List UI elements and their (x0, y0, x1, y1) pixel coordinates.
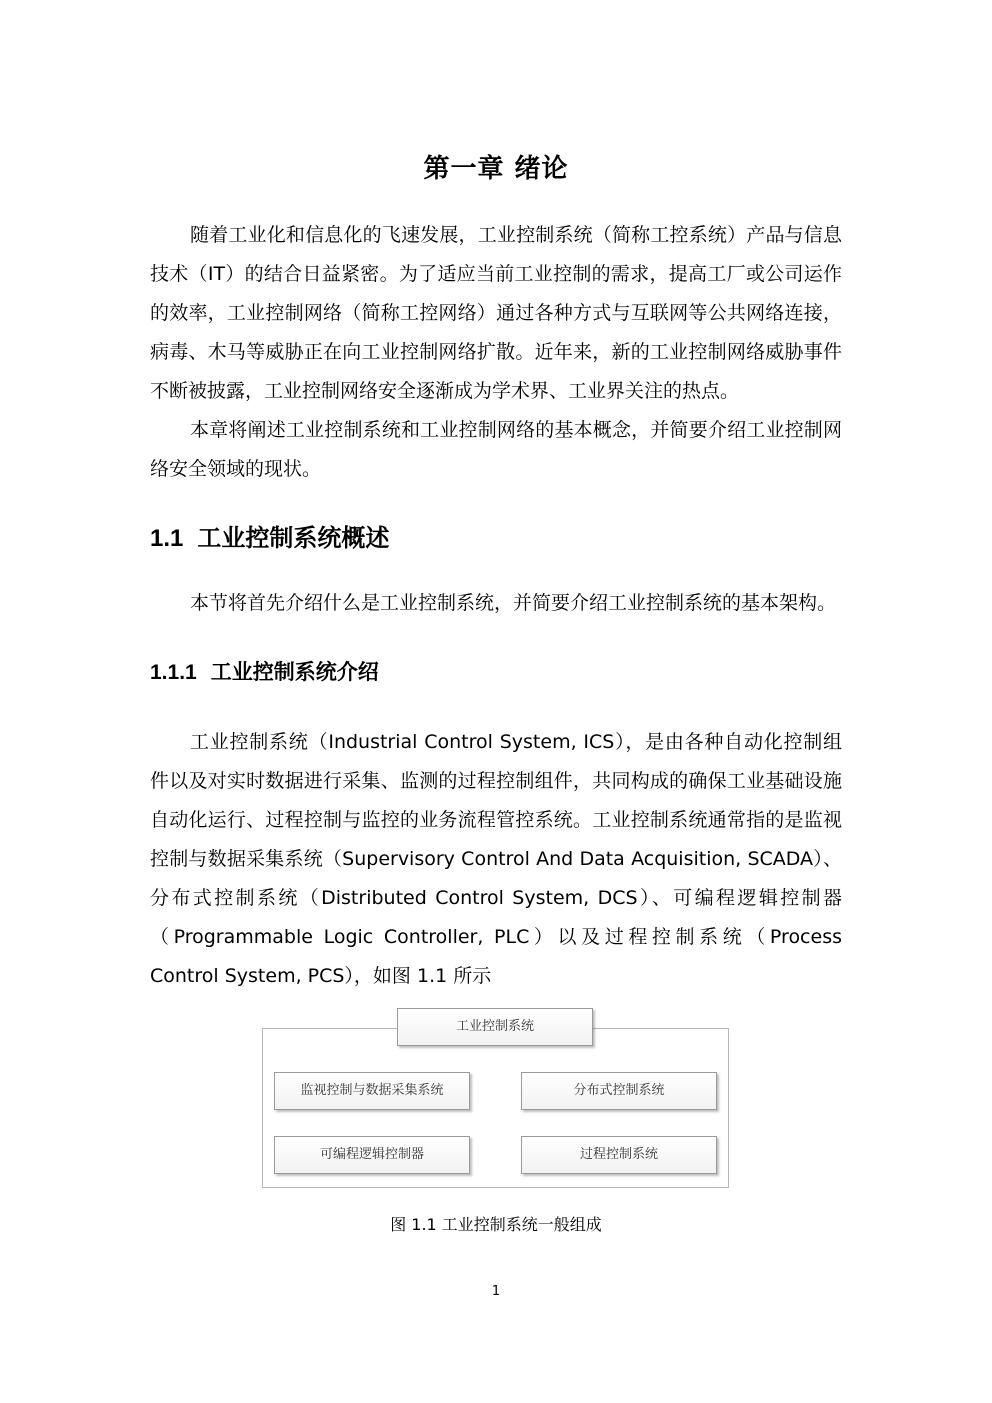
section-1-1-paragraph: 本节将首先介绍什么是工业控制系统，并简要介绍工业控制系统的基本架构。 (190, 592, 837, 614)
intro-paragraph-2: 本章将阐述工业控制系统和工业控制网络的基本概念，并简要介绍工业控制网络安全领域的现状。 (150, 419, 842, 480)
figure-box-pcs: 过程控制系统 (521, 1136, 717, 1174)
intro-paragraph-1: 随着工业化和信息化的飞速发展，工业控制系统（简称工控系统）产品与信息技术（IT）的结合日益紧密。为了适应当前工业控制的需求，提高工厂或公司运作的效率，工业控制网络（简称工控网络）通过各种方式与互联网等公共网络连接，病毒、木马等威胁正在向工业控制网络扩散。近年来，新的工业控制网络威胁事件不断被披露，工业控制网络安全逐渐成为学术界、工业界关注的热点。 (150, 224, 842, 402)
section-title: 工业控制系统概述 (197, 524, 390, 552)
figure-box-dcs: 分布式控制系统 (521, 1072, 717, 1110)
section-heading-1-1-1 (150, 656, 379, 686)
section-1-1-1-paragraph: 工业控制系统（Industrial Control System, ICS），是由各种自动化控制组件以及对实时数据进行采集、监测的过程控制组件，共同构成的确保工业基础设施自动化运行、过程控制与监控的业务流程管控系统。工业控制系统通常指的是监视控制与数据采集系统（Supervisory Control And Data Acquisition, SCADA）、分布式控制系统（Distributed Control System, DCS）、可编程逻辑控制器（Programmable Logic Controller, PLC）以及过程控制系统（Process Control System, PCS），如图 1.1 所示 (150, 731, 842, 987)
figure-caption: 图 1.1 工业控制系统一般组成 (390, 1215, 602, 1234)
chapter-title: 第一章 绪论 (423, 154, 569, 184)
section-number: 1.1.1 (150, 661, 197, 684)
section-number: 1.1 (150, 525, 184, 552)
figure-box-scada: 监视控制与数据采集系统 (274, 1072, 470, 1110)
page-number: 1 (491, 1284, 501, 1299)
section-title: 工业控制系统介绍 (210, 660, 379, 684)
figure-top-box: 工业控制系统 (397, 1008, 593, 1046)
figure-box-plc: 可编程逻辑控制器 (274, 1136, 470, 1174)
section-heading-1-1 (150, 518, 389, 553)
